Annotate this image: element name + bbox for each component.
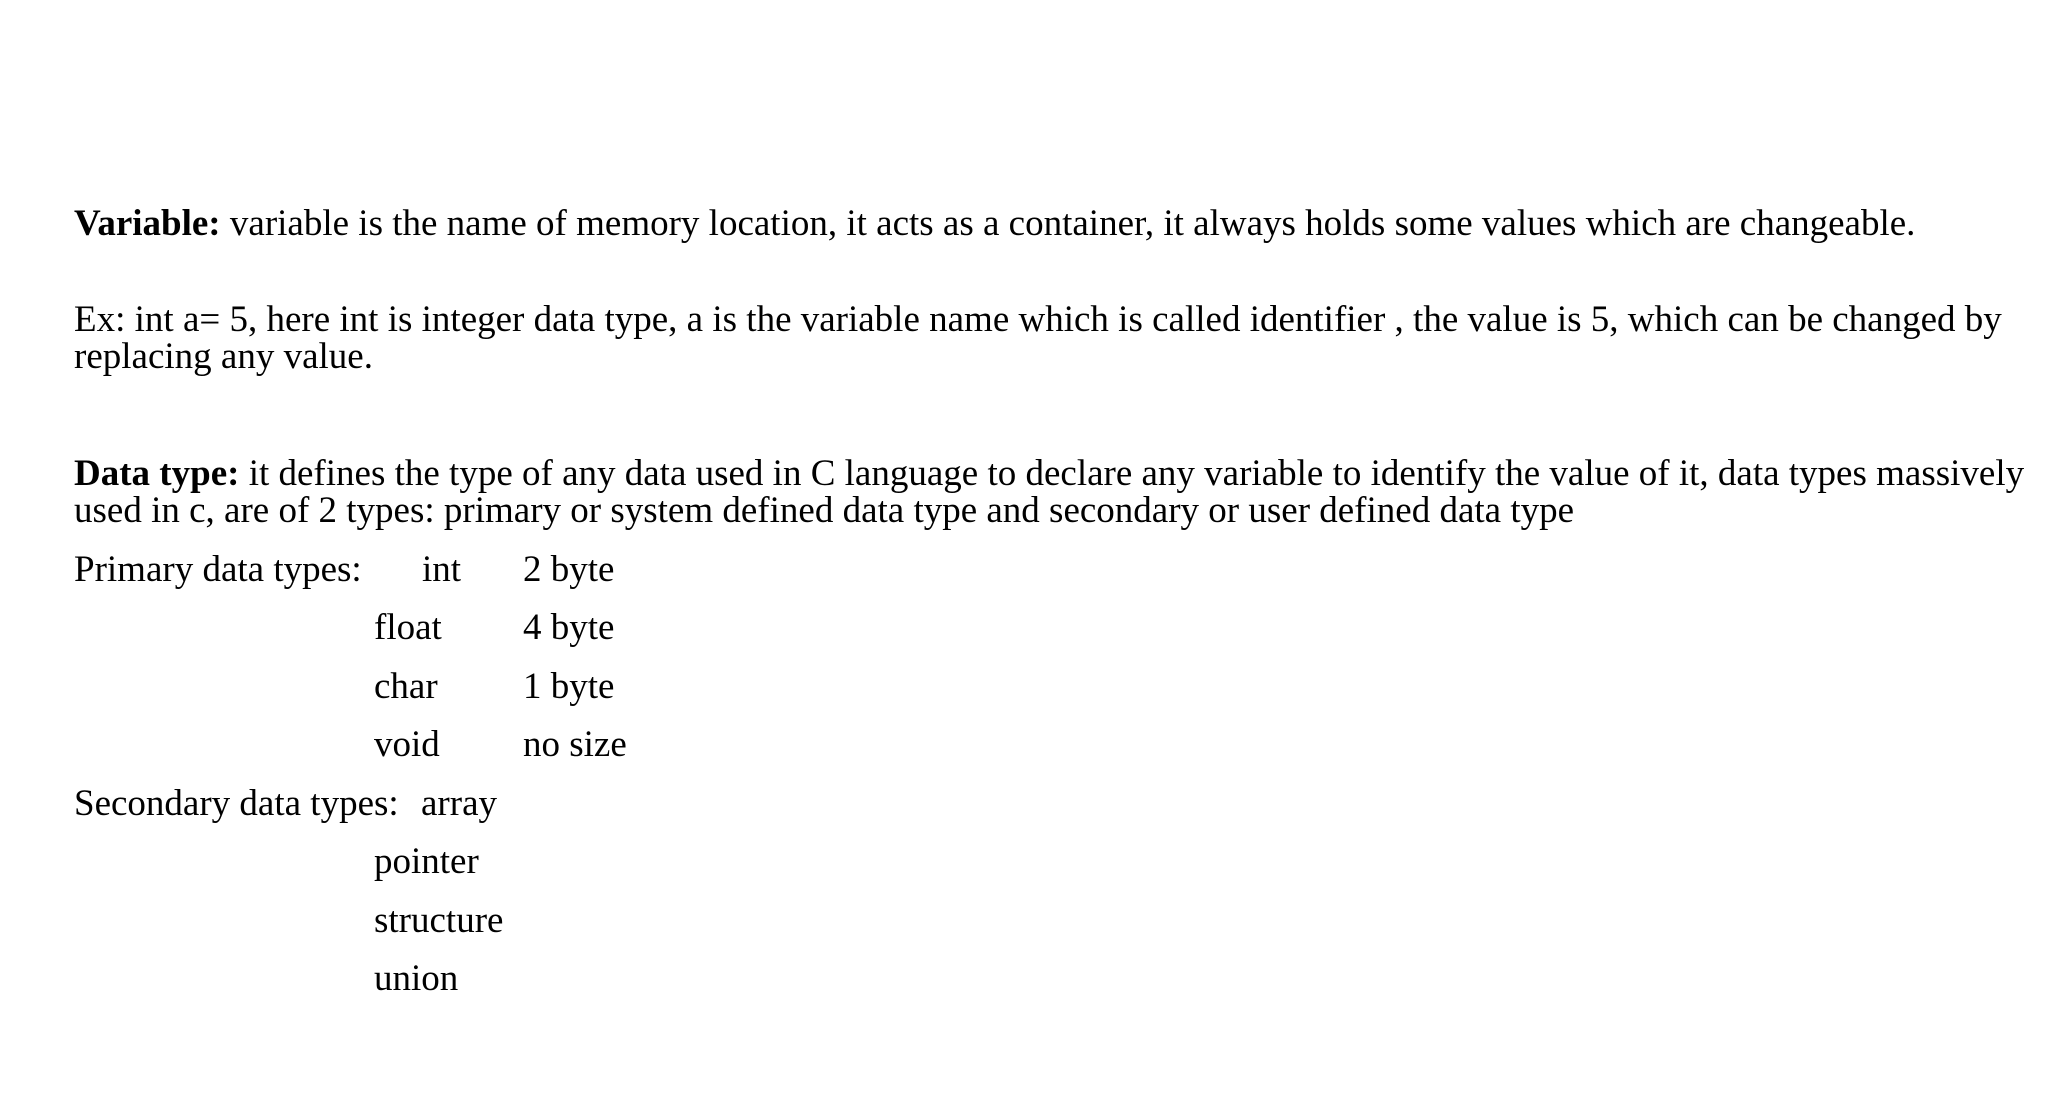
variable-definition-paragraph [74, 205, 2034, 242]
data-type-term: Data type: [74, 453, 240, 494]
primary-type-size: 4 byte [523, 607, 615, 648]
secondary-type-name: pointer [374, 841, 479, 882]
variable-example-paragraph: Ex: int a= 5, here int is integer data type, a is the variable name which is called identifier , the value is 5, which can be changed by replacing any value. [74, 299, 2002, 377]
variable-definition-text: variable is the name of memory location, it acts as a container, it always holds some values which are changeable. [220, 203, 1916, 244]
primary-type-name: char [374, 666, 438, 707]
primary-types-label: Primary data types: [74, 549, 362, 590]
data-type-definition-paragraph [74, 455, 2034, 529]
secondary-type-name: union [374, 958, 459, 999]
primary-type-name: void [374, 724, 440, 765]
secondary-type-name: array [421, 783, 497, 824]
secondary-types-label: Secondary data types: [74, 783, 399, 824]
primary-type-name: int [422, 549, 462, 590]
data-type-definition-text: it defines the type of any data used in C language to declare any variable to identify the value of it, data types massively used in c, are of 2 types: primary or system defined data type and secondary or user defined data type [74, 453, 2025, 531]
secondary-type-name: structure [374, 900, 504, 941]
primary-type-size: no size [523, 724, 627, 765]
primary-type-size: 1 byte [523, 666, 615, 707]
variable-term: Variable: [74, 203, 221, 244]
primary-type-name: float [374, 607, 442, 648]
primary-type-size: 2 byte [523, 549, 615, 590]
